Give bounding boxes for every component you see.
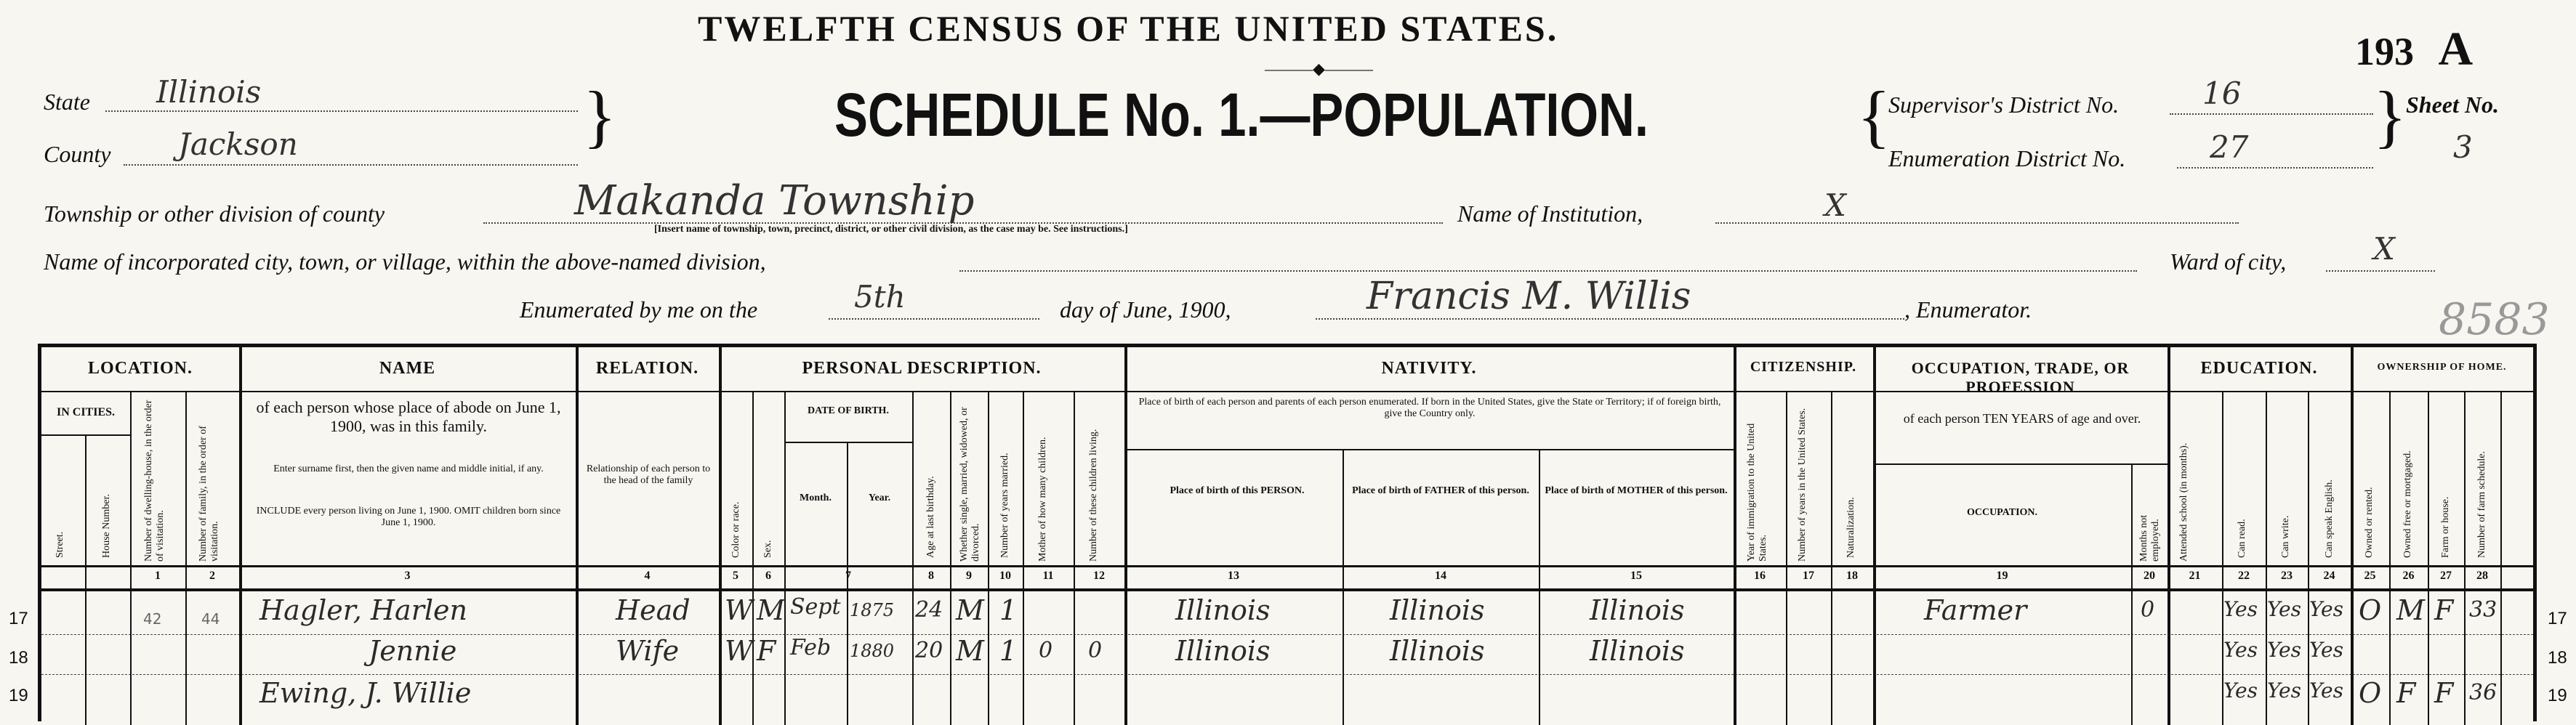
hdr-name: NAME xyxy=(379,359,436,378)
sep-occ xyxy=(2131,463,2133,725)
row17-owned: O xyxy=(2359,594,2382,626)
colnum-9: 9 xyxy=(966,570,972,582)
supervisor-line xyxy=(2170,113,2373,115)
hdr-can-read: Can read. xyxy=(2237,519,2247,558)
supervisor-label: Supervisor's District No. xyxy=(1888,92,2120,118)
hdr-free-mortgaged: Owned free or mortgaged. xyxy=(2402,450,2413,558)
hdr-relation: RELATION. xyxy=(595,359,699,378)
row17-speak: Yes xyxy=(2309,597,2343,621)
row17-name: Hagler, Harlen xyxy=(259,594,467,626)
row-rule-18 xyxy=(41,674,2533,675)
nativity-rule xyxy=(1124,449,1734,450)
colnum-14: 14 xyxy=(1435,570,1446,582)
hdr-marital: Whether single, married, widowed, or divorced. xyxy=(959,407,981,562)
page-letter: A xyxy=(2438,23,2474,76)
sep-immigration xyxy=(1786,391,1787,725)
supervisor-value: 16 xyxy=(2202,76,2242,111)
state-line xyxy=(105,110,578,112)
row18-month: Feb xyxy=(790,635,832,660)
hdr-name-instr2: INCLUDE every person living on June 1, 1900. OMIT children born since June 1, 1900. xyxy=(256,506,561,528)
sep-dwelling xyxy=(185,391,187,725)
enumeration-label: Enumeration District No. xyxy=(1888,145,2126,171)
row-number-19-right: 19 xyxy=(2548,686,2567,705)
row17-dwelling: 42 xyxy=(143,610,162,628)
hdr-month: Month. xyxy=(800,493,832,503)
hdr-street: Street. xyxy=(55,531,65,558)
hdr-farm-schedule: Number of farm schedule. xyxy=(2476,451,2487,558)
in-cities-rule xyxy=(41,434,130,436)
census-table xyxy=(38,344,2537,721)
sep-read xyxy=(2308,391,2309,725)
hdr-sex: Sex. xyxy=(762,540,773,558)
colnum-24: 24 xyxy=(2323,570,2335,582)
sep-schedule xyxy=(2500,391,2502,725)
township-value: Makanda Township xyxy=(574,177,975,224)
township-label: Township or other division of county xyxy=(44,201,385,227)
hdr-years-us: Number of years in the United States. xyxy=(1797,408,1808,562)
schedule-title: SCHEDULE No. 1.—POPULATION. xyxy=(834,81,1649,149)
page-number xyxy=(2355,22,2473,77)
row19-owned: O xyxy=(2359,677,2382,709)
row17-farm: F xyxy=(2434,594,2454,626)
colnum-25: 25 xyxy=(2364,570,2376,582)
county-line xyxy=(124,164,578,166)
colnum-19: 19 xyxy=(1996,570,2008,582)
hdr-birth-person: Place of birth of this PERSON. xyxy=(1170,485,1305,496)
institution-label: Name of Institution, xyxy=(1457,201,1643,227)
row17-relation: Head xyxy=(616,594,691,626)
sep-street xyxy=(85,434,86,725)
row18-years-married: 1 xyxy=(999,635,1018,667)
hdr-immigration: Year of immigration to the United States. xyxy=(1746,423,1768,562)
sep-name xyxy=(576,347,579,725)
ward-value: X xyxy=(2373,231,2395,267)
row18-birth-father: Illinois xyxy=(1390,635,1485,667)
numbers-rule-bottom xyxy=(41,588,2533,591)
colnum-2: 2 xyxy=(209,570,215,582)
sep-age xyxy=(950,391,951,725)
colnum-4: 4 xyxy=(644,570,651,582)
row-number-18-right: 18 xyxy=(2548,648,2567,668)
row17-marital: M xyxy=(956,594,984,626)
row19-mortgage: F xyxy=(2396,677,2416,709)
institution-value: X xyxy=(1824,187,1846,223)
row18-read: Yes xyxy=(2223,638,2258,662)
colnum-3: 3 xyxy=(404,570,411,582)
hdr-can-write: Can write. xyxy=(2280,515,2291,558)
sep-marital xyxy=(988,391,989,725)
hdr-can-speak: Can speak English. xyxy=(2324,479,2335,558)
enumerator-line xyxy=(1316,318,1904,320)
colnum-16: 16 xyxy=(1754,570,1766,582)
colnum-12: 12 xyxy=(1093,570,1105,582)
hdr-farm-house: Farm or house. xyxy=(2440,496,2451,558)
sep-free xyxy=(2428,391,2429,725)
colnum-27: 27 xyxy=(2440,570,2452,582)
sep-farm xyxy=(2464,391,2466,725)
row17-birth-father: Illinois xyxy=(1390,594,1485,626)
stamp-number: 8583 xyxy=(2439,294,2550,345)
row-number-17-right: 17 xyxy=(2548,609,2567,628)
dob-rule xyxy=(784,442,912,443)
right-brace-open: { xyxy=(1857,77,1891,155)
row19-write: Yes xyxy=(2267,679,2301,702)
row17-birth-person: Illinois xyxy=(1175,594,1271,626)
row18-birth-mother: Illinois xyxy=(1590,635,1685,667)
sep-sex xyxy=(784,391,786,725)
enumeration-value: 27 xyxy=(2210,129,2249,165)
township-note: [Insert name of township, town, precinct, district, or other civil division, as the case may be. See instructions.] xyxy=(654,224,1128,235)
hdr-personal: PERSONAL DESCRIPTION. xyxy=(802,359,1042,378)
row18-marital: M xyxy=(956,635,984,667)
hdr-dob: DATE OF BIRTH. xyxy=(808,405,889,416)
row17-read: Yes xyxy=(2223,597,2258,621)
sep-location xyxy=(239,347,242,725)
state-value: Illinois xyxy=(156,74,262,110)
hdr-occupation: OCCUPATION. xyxy=(1966,507,2038,518)
colnum-22: 22 xyxy=(2238,570,2250,582)
hdr-education: EDUCATION. xyxy=(2200,359,2318,378)
row18-name: Jennie xyxy=(369,635,457,667)
hdr-relation-desc: Relationship of each person to the head of the family xyxy=(586,463,711,486)
colnum-23: 23 xyxy=(2281,570,2293,582)
enumerated-day-line xyxy=(829,318,1039,320)
colnum-11: 11 xyxy=(1042,570,1054,582)
sep-month xyxy=(847,442,848,725)
county-label: County xyxy=(44,141,111,167)
row18-relation: Wife xyxy=(616,635,680,667)
hdr-nativity: NATIVITY. xyxy=(1381,359,1477,378)
hdr-birth-mother: Place of birth of MOTHER of this person. xyxy=(1545,485,1728,496)
hdr-birth-father: Place of birth of FATHER of this person. xyxy=(1352,485,1529,496)
row17-color: W xyxy=(725,594,754,626)
hdr-ownership: OWNERSHIP OF HOME. xyxy=(2377,362,2507,373)
hdr-family: Number of family, in the order of visitation. xyxy=(198,426,220,562)
institution-line xyxy=(1715,222,2239,224)
hdr-age: Age at last birthday. xyxy=(925,476,936,558)
row17-birth-mother: Illinois xyxy=(1590,594,1685,626)
row17-schedule: 33 xyxy=(2469,597,2497,623)
sheet-value: 3 xyxy=(2453,129,2473,165)
colnum-7: 7 xyxy=(845,570,851,582)
hdr-owned-rented: Owned or rented. xyxy=(2364,487,2375,558)
enumeration-line xyxy=(2177,167,2373,169)
hdr-occupation-title: OCCUPATION, TRADE, OR PROFESSION xyxy=(1911,359,2130,396)
row18-write: Yes xyxy=(2267,638,2301,662)
colnum-5: 5 xyxy=(733,570,738,582)
sep-nativity xyxy=(1734,347,1736,725)
row18-color: W xyxy=(725,635,754,667)
sep-occupation xyxy=(2168,347,2170,725)
row19-speak: Yes xyxy=(2309,679,2343,702)
hdr-name-instr: Enter surname first, then the given name and middle initial, if any. xyxy=(273,463,544,474)
left-brace: } xyxy=(583,77,617,155)
row17-unemployed: 0 xyxy=(2141,597,2155,623)
row17-years-married: 1 xyxy=(999,594,1018,626)
sep-house xyxy=(130,391,132,725)
row17-occupation: Farmer xyxy=(1924,594,2027,626)
enumerated-mid: day of June, 1900, xyxy=(1060,296,1231,323)
sep-years-married xyxy=(1023,391,1024,725)
row17-sex: M xyxy=(757,594,785,626)
hdr-dwelling: Number of dwelling-house, in the order of visitation. xyxy=(143,400,166,562)
row18-year: 1880 xyxy=(850,641,895,661)
hdr-children-living: Number of these children living. xyxy=(1088,429,1099,562)
hdr-years-married: Number of years married. xyxy=(999,453,1010,558)
row19-schedule: 36 xyxy=(2469,680,2497,705)
row18-mother-of: 0 xyxy=(1039,638,1053,663)
colnum-1: 1 xyxy=(155,570,161,582)
hdr-color: Color or race. xyxy=(730,501,741,558)
hdr-nativity-desc: Place of birth of each person and parents of each person enumerated. If born in the United States, give the State or Territory; if of foreign birth, give the Country only. xyxy=(1138,397,1721,419)
title-ornament: ———◆——— xyxy=(1265,60,1373,78)
row-number-19-left: 19 xyxy=(9,686,28,705)
hdr-house-number: House Number. xyxy=(101,494,112,558)
colnum-20: 20 xyxy=(2144,570,2155,582)
ward-label: Ward of city, xyxy=(2170,248,2287,275)
row-number-17-left: 17 xyxy=(9,609,28,628)
row18-birth-person: Illinois xyxy=(1175,635,1271,667)
row19-name: Ewing, J. Willie xyxy=(259,677,472,709)
row17-mortgage: M xyxy=(2396,594,2425,626)
hdr-attended-school: Attended school (in months). xyxy=(2178,442,2189,562)
ward-line xyxy=(2326,270,2435,272)
sep-write xyxy=(2266,391,2267,725)
right-brace-close: } xyxy=(2373,77,2407,155)
sep-owned xyxy=(2389,391,2391,725)
colnum-18: 18 xyxy=(1846,570,1858,582)
hdr-occupation-desc: of each person TEN YEARS of age and over. xyxy=(1903,411,2141,426)
sep-citizenship xyxy=(1873,347,1876,725)
hdr-in-cities: IN CITIES. xyxy=(56,406,116,418)
row17-month: Sept xyxy=(790,594,841,620)
row18-living: 0 xyxy=(1088,638,1103,663)
numbers-rule-top xyxy=(41,565,2533,567)
sep-attended2 xyxy=(2222,391,2223,725)
sep-education xyxy=(2351,347,2354,725)
enumerator-name: Francis M. Willis xyxy=(1367,275,1691,318)
sep-years-us xyxy=(1831,391,1832,725)
row18-age: 20 xyxy=(915,638,943,663)
sep-color xyxy=(752,391,754,725)
row-number-18-left: 18 xyxy=(9,648,28,668)
colnum-21: 21 xyxy=(2189,570,2201,582)
hdr-naturalization: Naturalization. xyxy=(1846,497,1856,558)
row17-year: 1875 xyxy=(850,600,895,620)
sep-year xyxy=(912,391,914,725)
occupation-rule xyxy=(1873,463,2168,465)
hdr-months-unemployed: Months not employed. xyxy=(2138,514,2161,562)
sheet-label: Sheet No. xyxy=(2406,92,2499,118)
county-value: Jackson xyxy=(178,126,298,162)
enumerated-prefix: Enumerated by me on the xyxy=(520,296,758,323)
row19-farm: F xyxy=(2434,677,2454,709)
page-number-value: 193 xyxy=(2355,30,2414,73)
colnum-15: 15 xyxy=(1630,570,1642,582)
hdr-name-desc: of each person whose place of abode on June 1, 1900, was in this family. xyxy=(256,398,561,435)
row18-sex: F xyxy=(757,635,776,667)
row19-read: Yes xyxy=(2223,679,2258,702)
colnum-28: 28 xyxy=(2476,570,2488,582)
sep-mother xyxy=(1074,391,1075,725)
hdr-year: Year. xyxy=(868,493,891,503)
colnum-10: 10 xyxy=(999,570,1011,582)
colnum-17: 17 xyxy=(1803,570,1814,582)
city-line xyxy=(959,270,2137,272)
colnum-8: 8 xyxy=(928,570,934,582)
row17-write: Yes xyxy=(2267,597,2301,621)
hdr-location: LOCATION. xyxy=(88,359,193,378)
city-label: Name of incorporated city, town, or village, within the above-named division, xyxy=(44,248,766,275)
sep-personal xyxy=(1124,347,1127,725)
hdr-citizenship: CITIZENSHIP. xyxy=(1750,359,1857,375)
row17-family: 44 xyxy=(201,610,220,628)
hdr-mother-of: Mother of how many children. xyxy=(1037,437,1048,562)
enumerated-day: 5th xyxy=(854,279,906,315)
enumerator-suffix: , Enumerator. xyxy=(1904,296,2032,323)
state-label: State xyxy=(44,89,90,115)
colnum-13: 13 xyxy=(1228,570,1239,582)
colnum-6: 6 xyxy=(765,570,771,582)
sep-relation xyxy=(719,347,722,725)
colnum-26: 26 xyxy=(2402,570,2415,582)
census-title: TWELFTH CENSUS OF THE UNITED STATES. xyxy=(698,8,1559,49)
row17-age: 24 xyxy=(915,597,943,623)
row18-speak: Yes xyxy=(2309,638,2343,662)
